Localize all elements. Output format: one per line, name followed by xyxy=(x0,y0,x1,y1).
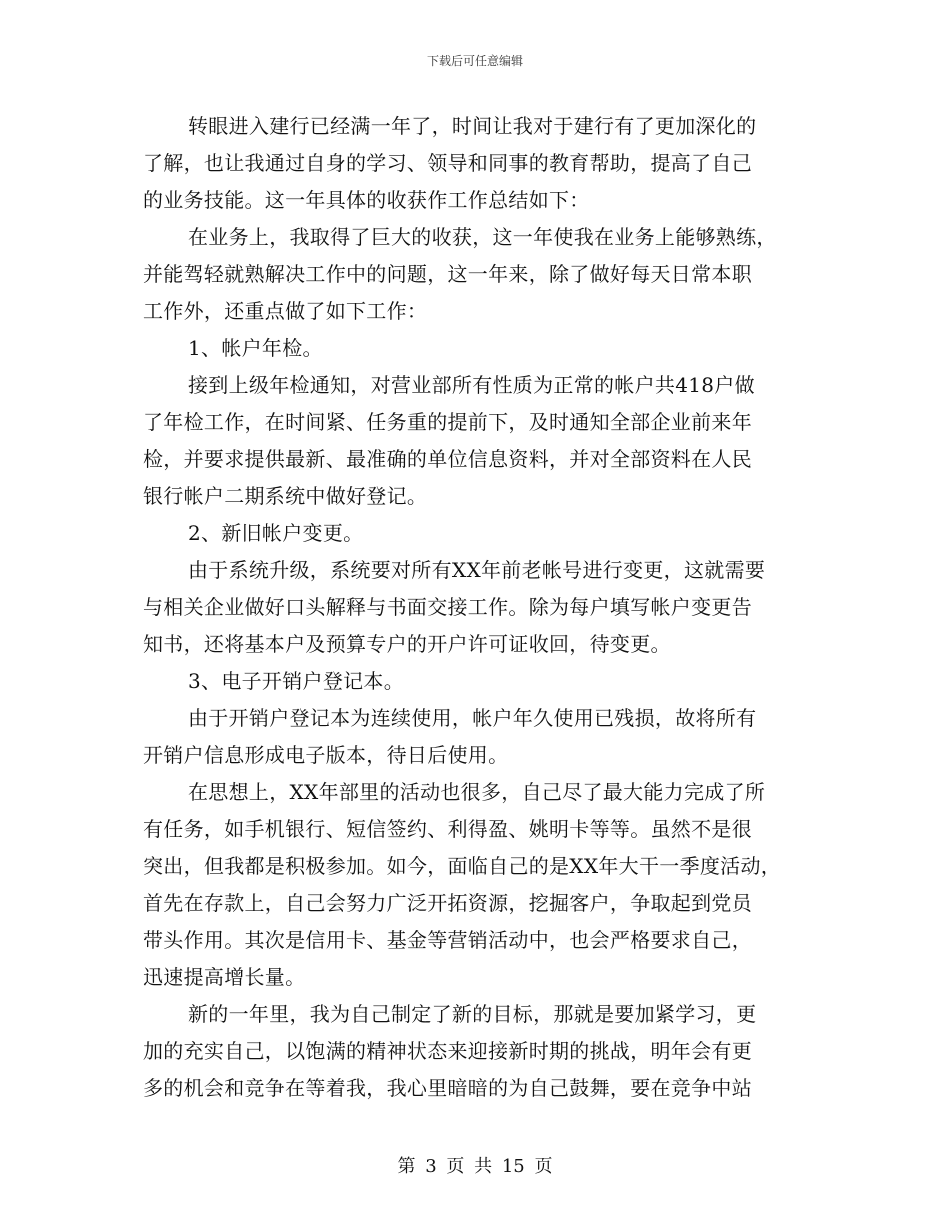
paragraph-line: 了解，也让我通过自身的学习、领导和同事的教育帮助，提高了自己 xyxy=(143,151,752,175)
paragraph-line: 加的充实自己，以饱满的精神状态来迎接新时期的挑战，明年会有更 xyxy=(143,1039,752,1063)
paragraph-line: 首先在存款上，自己会努力广泛开拓资源，挖掘客户，争取起到党员 xyxy=(143,891,752,915)
paragraph-line: 银行帐户二期系统中做好登记。 xyxy=(143,484,428,508)
paragraph-line: 带头作用。其次是信用卡、基金等营销活动中，也会严格要求自己， xyxy=(143,928,752,952)
paragraph-line: 由于系统升级，系统要对所有XX年前老帐号进行变更，这就需要 xyxy=(188,558,766,582)
section-heading: 1、帐户年检。 xyxy=(188,336,323,360)
page-number-footer: 第 3 页 共 15 页 xyxy=(397,1156,553,1177)
paragraph-line: 的业务技能。这一年具体的收获作工作总结如下： xyxy=(143,188,590,212)
paragraph-line: 并能驾轻就熟解决工作中的问题，这一年来，除了做好每天日常本职 xyxy=(143,262,752,286)
paragraph-line: 了年检工作，在时间紧、任务重的提前下，及时通知全部企业前来年 xyxy=(143,410,752,434)
paragraph-line: 突出，但我都是积极参加。如今，面临自己的是XX年大干一季度活动， xyxy=(143,854,782,878)
paragraph-line: 转眼进入建行已经满一年了，时间让我对于建行有了更加深化的 xyxy=(188,114,757,138)
paragraph-line: 工作外，还重点做了如下工作： xyxy=(143,299,428,323)
paragraph-line: 知书，还将基本户及预算专户的开户许可证收回，待变更。 xyxy=(143,632,671,656)
paragraph-line: 多的机会和竞争在等着我，我心里暗暗的为自己鼓舞，要在竞争中站 xyxy=(143,1076,752,1100)
paragraph-line: 在思想上，XX年部里的活动也很多，自己尽了最大能力完成了所 xyxy=(188,780,766,804)
paragraph-line: 在业务上，我取得了巨大的收获，这一年使我在业务上能够熟练， xyxy=(188,225,777,249)
section-heading: 3、电子开销户登记本。 xyxy=(188,669,405,693)
page-header: 下载后可任意编辑 xyxy=(426,54,523,68)
paragraph-line: 与相关企业做好口头解释与书面交接工作。除为每户填写帐户变更告 xyxy=(143,595,752,619)
paragraph-line: 有任务，如手机银行、短信签约、利得盈、姚明卡等等。虽然不是很 xyxy=(143,817,752,841)
paragraph-line: 开销户信息形成电子版本，待日后使用。 xyxy=(143,743,509,767)
document-body xyxy=(143,108,815,1107)
section-heading: 2、新旧帐户变更。 xyxy=(188,521,364,545)
paragraph-line: 检，并要求提供最新、最准确的单位信息资料，并对全部资料在人民 xyxy=(143,447,752,471)
paragraph-line: 由于开销户登记本为连续使用，帐户年久使用已残损，故将所有 xyxy=(188,706,757,730)
paragraph-line: 新的一年里，我为自己制定了新的目标，那就是要加紧学习，更 xyxy=(188,1002,757,1026)
paragraph-line: 迅速提高增长量。 xyxy=(143,965,306,989)
paragraph-line: 接到上级年检通知，对营业部所有性质为正常的帐户共418户做 xyxy=(188,373,755,397)
